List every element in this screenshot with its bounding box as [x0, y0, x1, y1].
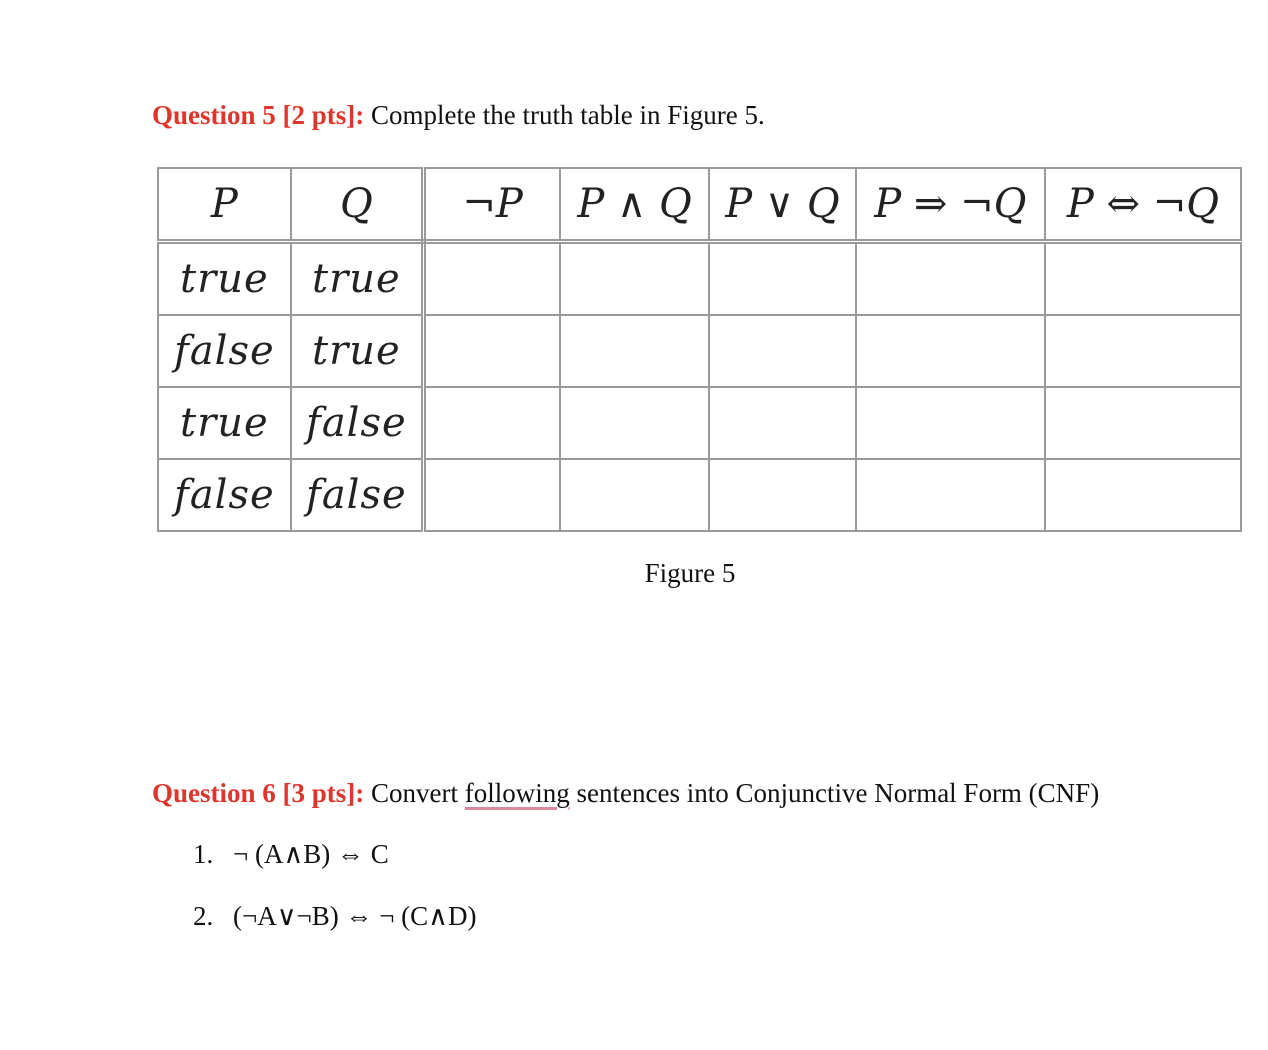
cell-q: false: [291, 459, 424, 531]
table-row: [158, 242, 1241, 316]
question-6-heading: [152, 776, 1099, 810]
answer-cell[interactable]: [1045, 387, 1241, 459]
figure-caption: Figure 5: [644, 558, 736, 588]
table-header-row: [158, 168, 1241, 242]
header-not-p: ¬P: [423, 168, 560, 242]
sentence-number: 1.: [193, 839, 214, 869]
answer-cell[interactable]: [709, 315, 856, 387]
truth-table-figure: [157, 167, 1242, 522]
question-6-text-after: sentences into Conjunctive Normal Form (CNF): [569, 778, 1100, 808]
sentence-list: [193, 836, 476, 960]
answer-cell[interactable]: [856, 242, 1045, 316]
question-5-text: Complete the truth table in Figure 5.: [364, 100, 765, 130]
question-5-heading: [152, 98, 765, 132]
cell-q: true: [291, 315, 424, 387]
cell-p: false: [158, 459, 291, 531]
sentence-expression: (¬A∨¬B) ⇔ ¬ (C∧D): [233, 901, 477, 931]
answer-cell[interactable]: [856, 387, 1045, 459]
answer-cell[interactable]: [560, 242, 709, 316]
question-6-label: Question 6 [3 pts]:: [152, 778, 365, 808]
sentence-expression: ¬ (A∧B) ⇔ C: [233, 839, 389, 869]
table-row: [158, 459, 1241, 531]
list-item: [193, 836, 476, 898]
answer-cell[interactable]: [856, 315, 1045, 387]
answer-cell[interactable]: [709, 459, 856, 531]
answer-cell[interactable]: [1045, 459, 1241, 531]
answer-cell[interactable]: [560, 459, 709, 531]
answer-cell[interactable]: [560, 315, 709, 387]
truth-table: [157, 167, 1242, 532]
header-p-and-q: P ∧ Q: [560, 168, 709, 242]
cell-p: false: [158, 315, 291, 387]
header-q: Q: [291, 168, 424, 242]
cell-p: true: [158, 387, 291, 459]
answer-cell[interactable]: [709, 387, 856, 459]
header-p-implies-not-q: P ⇒ ¬Q: [856, 168, 1045, 242]
cell-p: true: [158, 242, 291, 316]
question-5-label: Question 5 [2 pts]:: [152, 100, 365, 130]
answer-cell[interactable]: [1045, 242, 1241, 316]
header-p-iff-not-q: P ⇔ ¬Q: [1045, 168, 1241, 242]
spellcheck-underlined-word[interactable]: following: [464, 778, 570, 808]
question-6-text-before: Convert: [364, 778, 465, 808]
header-p-or-q: P ∨ Q: [709, 168, 856, 242]
list-item: [193, 898, 476, 960]
cell-q: true: [291, 242, 424, 316]
answer-cell[interactable]: [856, 459, 1045, 531]
table-row: [158, 315, 1241, 387]
answer-cell[interactable]: [423, 387, 560, 459]
answer-cell[interactable]: [423, 459, 560, 531]
header-p: P: [158, 168, 291, 242]
sentence-number: 2.: [193, 901, 214, 931]
answer-cell[interactable]: [560, 387, 709, 459]
answer-cell[interactable]: [423, 242, 560, 316]
cell-q: false: [291, 387, 424, 459]
table-row: [158, 387, 1241, 459]
answer-cell[interactable]: [423, 315, 560, 387]
answer-cell[interactable]: [1045, 315, 1241, 387]
answer-cell[interactable]: [709, 242, 856, 316]
